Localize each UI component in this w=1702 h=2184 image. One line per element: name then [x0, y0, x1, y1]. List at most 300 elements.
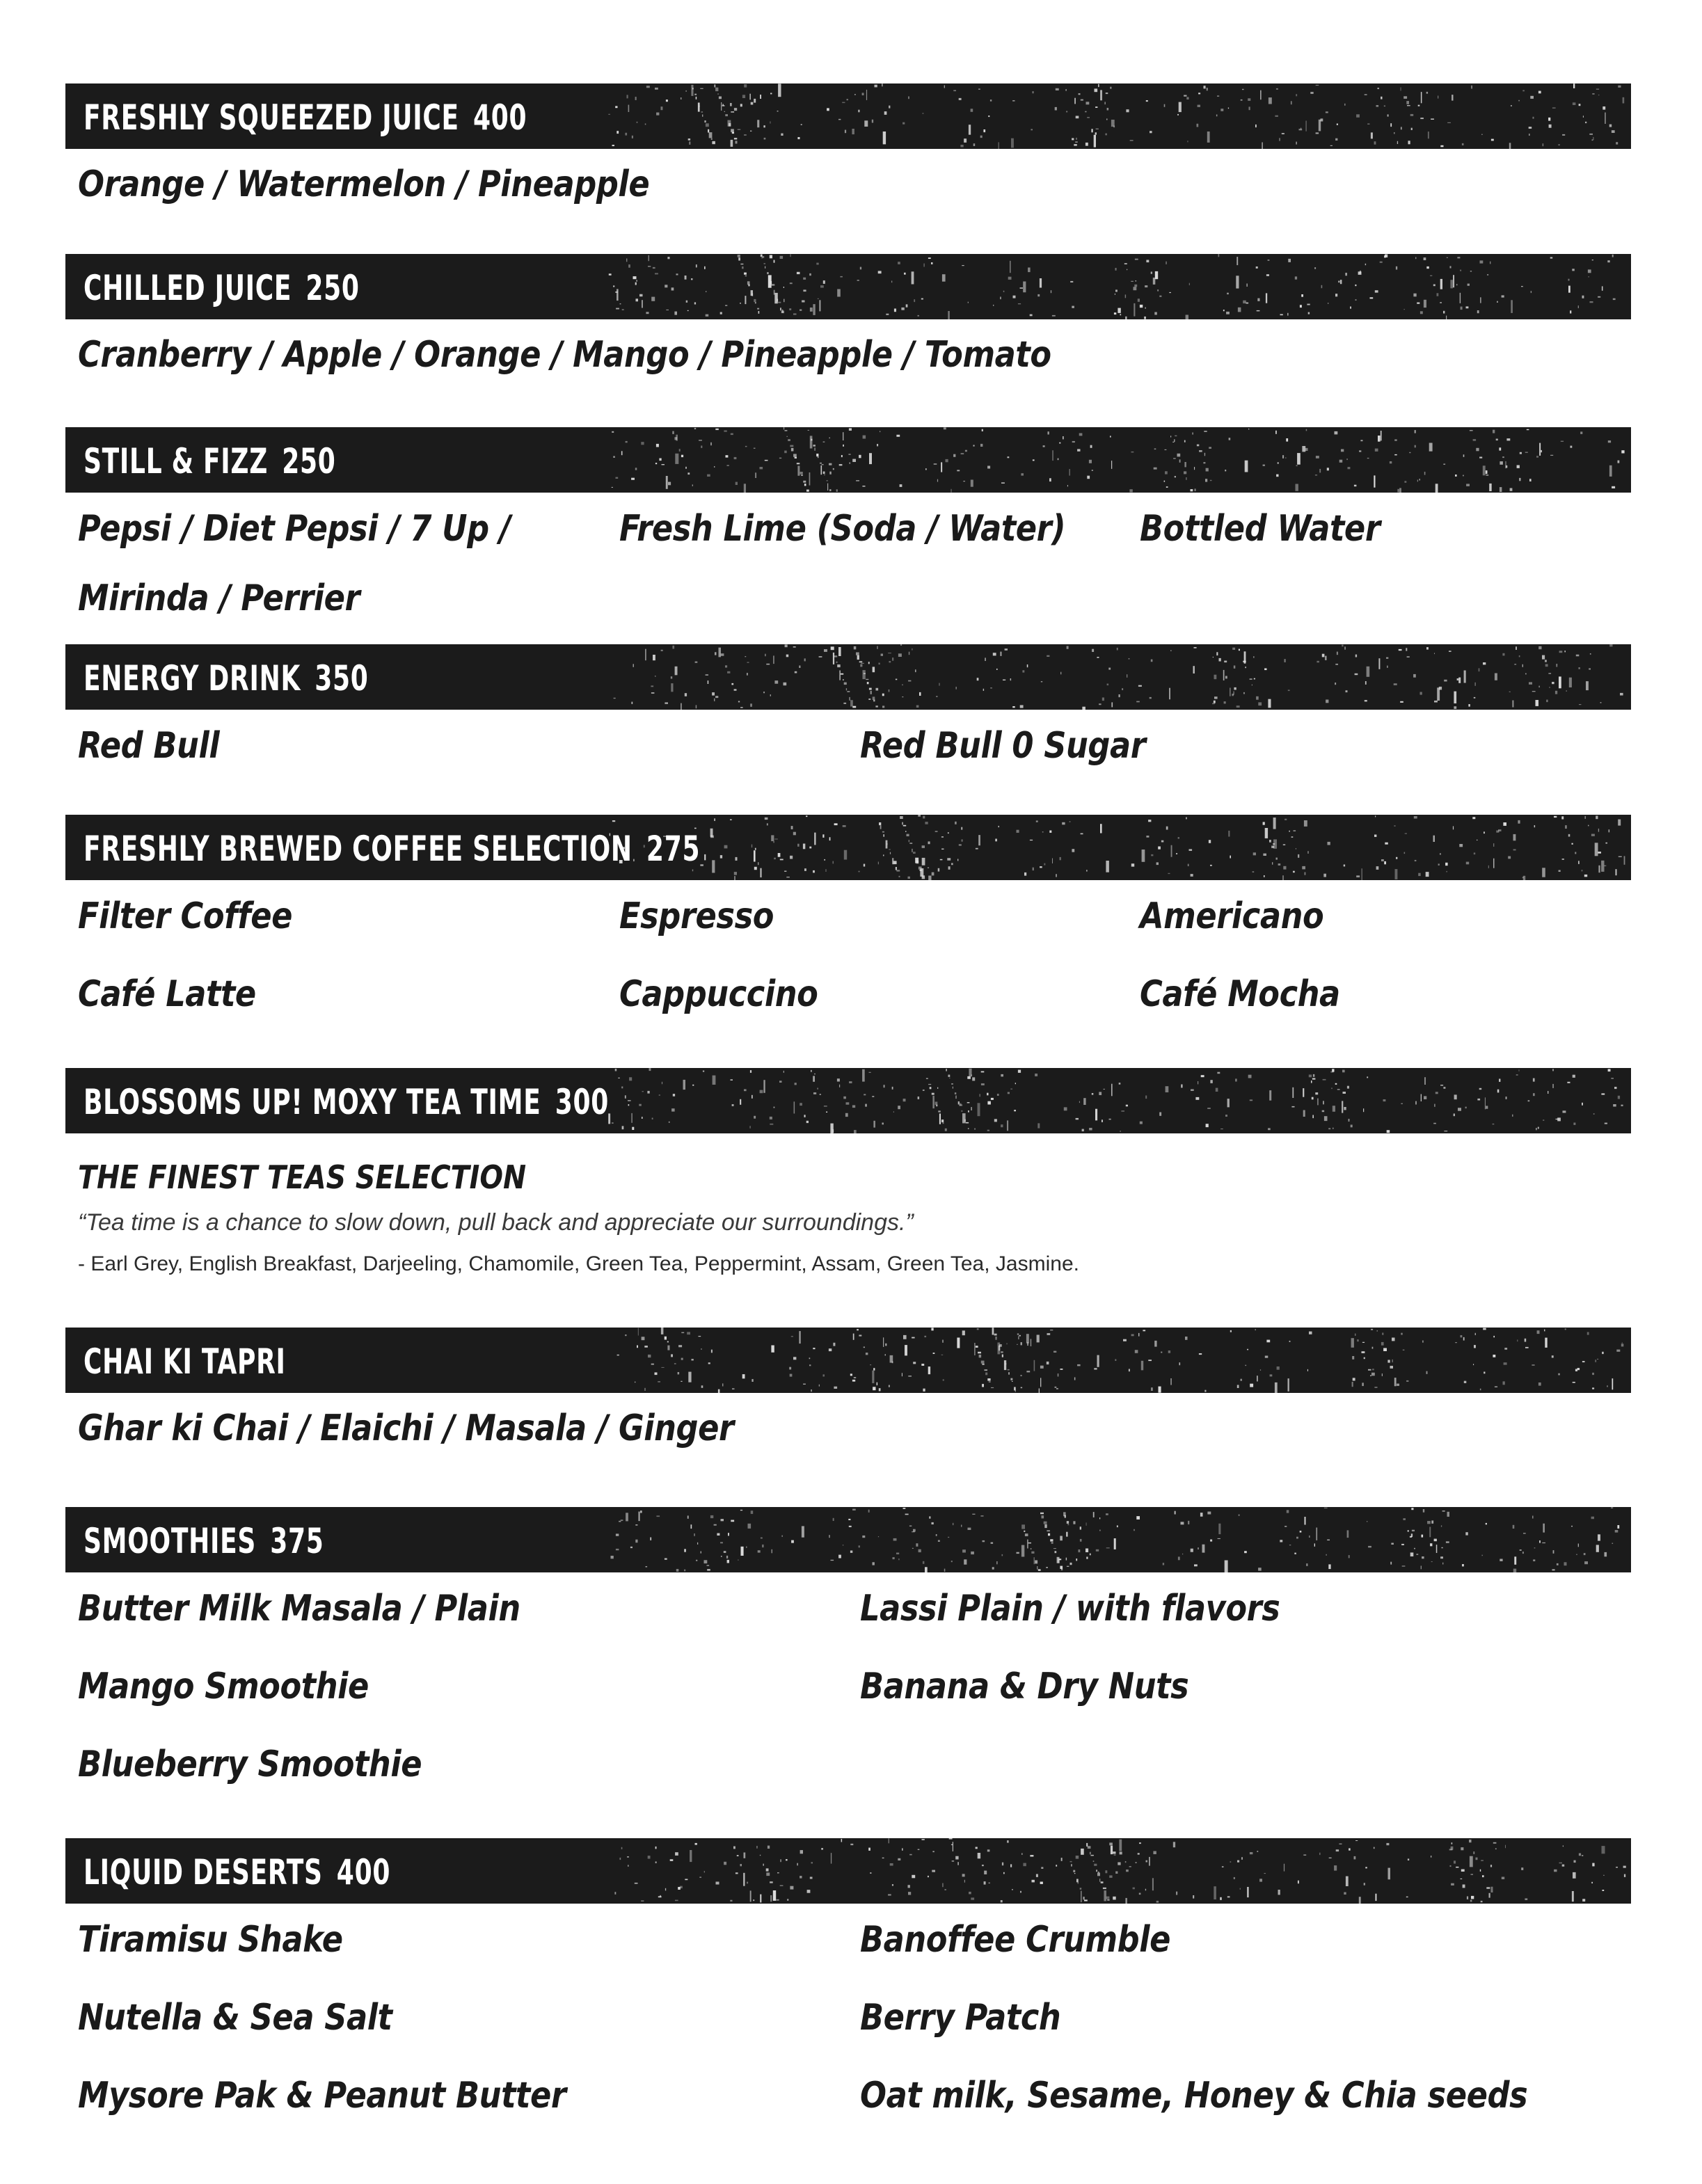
texture-speck	[854, 646, 857, 650]
texture-speck	[932, 1096, 934, 1108]
texture-speck	[1382, 1373, 1383, 1376]
texture-speck	[1179, 1362, 1181, 1365]
texture-speck	[1225, 470, 1226, 471]
texture-speck	[1040, 1366, 1044, 1369]
texture-speck	[946, 1069, 947, 1071]
texture-speck	[833, 653, 834, 664]
texture-speck	[1345, 273, 1347, 276]
texture-speck	[1484, 1372, 1485, 1374]
texture-speck	[1134, 1529, 1135, 1531]
texture-speck	[1105, 102, 1106, 104]
texture-speck	[890, 852, 891, 854]
texture-speck	[1470, 271, 1472, 272]
texture-speck	[1277, 1366, 1280, 1370]
texture-speck	[1559, 676, 1561, 688]
still-fizz-col3: Bottled Water	[1140, 508, 1381, 550]
texture-speck	[645, 124, 646, 125]
texture-speck	[1584, 1561, 1588, 1564]
texture-speck	[1505, 1845, 1506, 1849]
texture-speck	[1186, 97, 1188, 99]
texture-speck	[1013, 296, 1016, 298]
texture-speck	[1247, 1887, 1248, 1897]
texture-speck	[1296, 142, 1297, 145]
texture-speck	[1503, 1381, 1505, 1385]
section-title: CHILLED JUICE	[83, 268, 292, 308]
texture-speck	[1454, 1860, 1456, 1863]
texture-speck	[893, 1112, 894, 1113]
texture-speck	[1592, 93, 1594, 95]
texture-speck	[928, 876, 931, 881]
texture-speck	[653, 267, 655, 269]
texture-speck	[961, 827, 962, 830]
texture-speck	[764, 263, 766, 264]
texture-speck	[1088, 1846, 1091, 1849]
texture-speck	[1136, 1516, 1140, 1520]
texture-speck	[713, 1076, 716, 1085]
texture-speck	[614, 698, 616, 699]
texture-speck	[747, 673, 748, 676]
texture-speck	[859, 1335, 861, 1337]
texture-speck	[745, 446, 747, 447]
texture-speck	[1426, 92, 1428, 94]
texture-speck	[1083, 1897, 1085, 1899]
texture-speck	[969, 1892, 971, 1895]
texture-speck	[629, 1077, 632, 1081]
texture-speck	[1401, 1544, 1404, 1545]
smoothie-item: Lassi Plain / with flavors	[860, 1588, 1280, 1629]
texture-speck	[743, 1873, 745, 1886]
texture-speck	[846, 1102, 850, 1104]
texture-speck	[1067, 485, 1068, 486]
texture-speck	[658, 1896, 662, 1897]
texture-speck	[1135, 280, 1136, 281]
texture-speck	[1033, 91, 1034, 93]
texture-speck	[1521, 286, 1523, 287]
texture-speck	[1207, 88, 1208, 90]
texture-speck	[1059, 443, 1060, 444]
texture-speck	[1036, 1874, 1038, 1877]
texture-speck	[1521, 1867, 1523, 1870]
texture-speck	[1099, 1092, 1101, 1095]
texture-speck	[807, 1890, 811, 1893]
texture-speck	[1461, 1870, 1465, 1872]
texture-speck	[974, 1129, 975, 1130]
texture-speck	[1268, 260, 1270, 261]
texture-speck	[937, 1087, 938, 1089]
texture-speck	[612, 1122, 614, 1124]
texture-speck	[747, 662, 749, 663]
texture-speck	[1490, 1865, 1492, 1867]
texture-speck	[841, 673, 843, 675]
texture-speck	[1260, 1370, 1261, 1371]
texture-speck	[1333, 1106, 1335, 1112]
texture-speck	[1099, 1517, 1100, 1519]
texture-speck	[994, 1119, 997, 1122]
texture-speck	[1420, 311, 1423, 314]
tea-quote: “Tea time is a chance to slow down, pull back and appreciate our surroundings.”	[78, 1209, 914, 1236]
texture-speck	[1582, 1855, 1583, 1856]
section-price: 300	[555, 1082, 609, 1122]
texture-speck	[784, 871, 786, 872]
texture-speck	[1114, 312, 1116, 314]
texture-speck	[1046, 1567, 1048, 1568]
texture-speck	[1078, 1882, 1079, 1884]
texture-speck	[628, 105, 630, 112]
texture-speck	[770, 1895, 772, 1902]
texture-speck	[1422, 1535, 1424, 1538]
texture-speck	[804, 484, 806, 486]
texture-speck	[1209, 840, 1211, 843]
texture-speck	[1517, 465, 1520, 468]
texture-speck	[1523, 876, 1525, 880]
texture-speck	[1106, 1513, 1108, 1515]
texture-speck	[676, 1569, 679, 1572]
texture-speck	[990, 99, 992, 102]
texture-speck	[666, 476, 668, 489]
texture-speck	[1611, 1507, 1613, 1508]
texture-speck	[821, 465, 822, 475]
texture-speck	[913, 1362, 916, 1364]
texture-speck	[1394, 1378, 1397, 1386]
texture-speck	[962, 1330, 965, 1335]
smoothie-item: Blueberry Smoothie	[78, 1744, 422, 1785]
texture-speck	[1295, 276, 1297, 279]
texture-speck	[896, 679, 897, 680]
texture-speck	[760, 868, 761, 877]
texture-speck	[1440, 279, 1442, 289]
texture-speck	[1337, 124, 1338, 125]
texture-speck	[1385, 843, 1388, 845]
texture-speck	[732, 132, 734, 134]
texture-speck	[706, 314, 709, 317]
texture-speck	[770, 1881, 773, 1883]
texture-speck	[661, 1328, 664, 1334]
texture-speck	[799, 666, 800, 669]
texture-speck	[1493, 843, 1494, 847]
texture-speck	[912, 1548, 914, 1549]
texture-speck	[1044, 1524, 1047, 1528]
texture-speck	[1040, 278, 1042, 288]
texture-speck	[1516, 646, 1517, 650]
texture-speck	[717, 1533, 719, 1536]
texture-speck	[1536, 1128, 1537, 1130]
texture-speck	[1426, 266, 1429, 269]
texture-speck	[983, 1540, 985, 1542]
texture-speck	[1607, 1385, 1608, 1387]
texture-speck	[1021, 1853, 1022, 1855]
texture-speck	[922, 845, 925, 848]
texture-speck	[1053, 1351, 1056, 1353]
texture-speck	[760, 95, 761, 99]
texture-speck	[842, 102, 845, 104]
texture-speck	[1236, 276, 1239, 288]
texture-speck	[1291, 836, 1294, 838]
texture-speck	[806, 490, 809, 492]
texture-speck	[928, 841, 930, 844]
texture-speck	[888, 1894, 891, 1895]
texture-speck	[787, 436, 788, 437]
texture-speck	[777, 1899, 779, 1901]
texture-speck	[635, 1883, 638, 1884]
texture-speck	[1131, 452, 1134, 453]
texture-speck	[962, 1549, 966, 1552]
texture-speck	[1609, 465, 1612, 477]
texture-speck	[1052, 450, 1053, 461]
texture-speck	[971, 109, 973, 112]
texture-speck	[756, 1846, 758, 1849]
texture-speck	[1529, 479, 1532, 481]
texture-speck	[968, 1128, 969, 1129]
texture-speck	[687, 472, 690, 475]
texture-speck	[1080, 1527, 1081, 1529]
texture-speck	[1440, 1556, 1443, 1559]
texture-speck	[964, 1559, 967, 1564]
texture-speck	[1173, 458, 1176, 459]
texture-speck	[770, 694, 771, 696]
texture-speck	[1055, 1551, 1057, 1553]
texture-speck	[1001, 1351, 1003, 1353]
texture-speck	[751, 1511, 754, 1514]
texture-speck	[1332, 1069, 1334, 1071]
texture-speck	[873, 667, 875, 672]
texture-speck	[1313, 1074, 1314, 1077]
texture-speck	[1204, 1390, 1206, 1392]
texture-speck	[1406, 101, 1409, 104]
texture-speck	[912, 271, 914, 284]
texture-speck	[1034, 1557, 1035, 1564]
texture-speck	[824, 649, 827, 652]
texture-speck	[1145, 1096, 1147, 1099]
texture-speck	[1309, 1536, 1310, 1538]
texture-speck	[640, 1511, 642, 1513]
texture-speck	[725, 114, 728, 116]
texture-speck	[1414, 816, 1417, 819]
texture-speck	[1358, 271, 1362, 275]
texture-speck	[903, 1099, 906, 1101]
texture-speck	[724, 1551, 726, 1553]
texture-speck	[1346, 690, 1348, 692]
texture-speck	[635, 468, 637, 470]
texture-speck	[1210, 865, 1212, 866]
texture-speck	[1153, 278, 1156, 285]
texture-speck	[1095, 106, 1097, 108]
texture-speck	[1020, 705, 1024, 708]
texture-speck	[1115, 1359, 1116, 1361]
texture-speck	[1597, 1359, 1598, 1360]
texture-speck	[644, 1346, 648, 1348]
texture-speck	[1080, 1888, 1082, 1890]
texture-speck	[734, 138, 737, 139]
texture-speck	[1407, 105, 1410, 106]
texture-speck	[1424, 472, 1426, 475]
texture-speck	[1576, 655, 1580, 657]
texture-speck	[840, 276, 843, 278]
texture-speck	[1021, 1524, 1025, 1529]
coffee-item: Espresso	[619, 895, 774, 937]
texture-speck	[1591, 1882, 1593, 1883]
liquid-desert-item: Mysore Pak & Peanut Butter	[78, 2075, 566, 2117]
texture-speck	[1291, 101, 1292, 104]
texture-speck	[1334, 1865, 1337, 1871]
texture-speck	[1349, 1848, 1351, 1850]
texture-speck	[1109, 1875, 1112, 1878]
texture-speck	[1003, 1872, 1005, 1874]
texture-speck	[980, 1515, 983, 1516]
texture-speck	[1518, 820, 1520, 824]
texture-speck	[1391, 1543, 1394, 1545]
texture-speck	[843, 1097, 846, 1099]
texture-speck	[1159, 1387, 1161, 1393]
texture-speck	[1191, 1089, 1194, 1091]
texture-speck	[1378, 436, 1381, 442]
texture-speck	[1299, 129, 1303, 130]
texture-speck	[1043, 445, 1045, 447]
texture-speck	[1573, 83, 1575, 88]
texture-speck	[1145, 308, 1146, 309]
texture-speck	[1458, 1108, 1461, 1111]
texture-speck	[898, 1858, 900, 1860]
texture-speck	[1411, 1508, 1413, 1510]
texture-speck	[1564, 1562, 1567, 1565]
texture-speck	[715, 696, 718, 698]
texture-speck	[1445, 863, 1448, 866]
texture-speck	[1114, 1855, 1116, 1856]
texture-speck	[621, 1087, 623, 1089]
texture-speck	[1297, 453, 1301, 465]
texture-speck	[1105, 134, 1107, 136]
texture-speck	[932, 872, 934, 876]
texture-speck	[1001, 483, 1005, 484]
still-fizz-col1-line1: Pepsi / Diet Pepsi / 7 Up /	[78, 508, 511, 550]
texture-speck	[968, 1528, 971, 1530]
texture-speck	[879, 1388, 881, 1391]
texture-speck	[631, 1113, 632, 1123]
texture-speck	[1097, 1873, 1100, 1876]
texture-speck	[1486, 1887, 1490, 1889]
texture-speck	[1344, 104, 1345, 106]
texture-speck	[793, 1357, 796, 1360]
section-header-still-fizz	[65, 427, 1631, 493]
tea-list: - Earl Grey, English Breakfast, Darjeeling, Chamomile, Green Tea, Peppermint, Assam, Green Tea, Jasmine.	[78, 1252, 1079, 1275]
texture-speck	[1252, 871, 1255, 872]
texture-speck	[1519, 1069, 1520, 1071]
texture-speck	[675, 1900, 678, 1902]
texture-speck	[893, 1557, 895, 1559]
texture-speck	[841, 455, 843, 457]
texture-speck	[710, 836, 714, 838]
texture-speck	[813, 1092, 816, 1094]
texture-speck	[922, 858, 925, 866]
texture-speck	[852, 1105, 855, 1108]
texture-speck	[880, 825, 882, 829]
texture-speck	[1435, 1092, 1438, 1094]
texture-speck	[1613, 1104, 1616, 1107]
texture-speck	[1015, 1083, 1016, 1084]
texture-speck	[1337, 1089, 1340, 1090]
texture-speck	[1359, 1897, 1361, 1904]
texture-speck	[1525, 1347, 1529, 1348]
texture-speck	[628, 1104, 630, 1106]
texture-speck	[1146, 100, 1148, 102]
texture-speck	[1614, 1087, 1617, 1089]
texture-speck	[712, 141, 715, 144]
texture-speck	[1210, 480, 1212, 481]
texture-speck	[1600, 702, 1602, 703]
texture-speck	[1025, 1533, 1028, 1536]
texture-speck	[1397, 141, 1398, 144]
texture-speck	[1545, 660, 1547, 662]
texture-speck	[1000, 297, 1001, 300]
texture-speck	[1396, 266, 1397, 270]
texture-speck	[1047, 1530, 1050, 1531]
texture-speck	[1125, 294, 1126, 298]
texture-speck	[675, 667, 678, 676]
texture-speck	[1344, 865, 1345, 867]
texture-speck	[985, 1373, 987, 1376]
texture-speck	[1612, 486, 1615, 488]
texture-speck	[1094, 1368, 1097, 1369]
texture-speck	[1470, 1900, 1472, 1902]
texture-speck	[1621, 1344, 1624, 1346]
texture-speck	[1110, 436, 1111, 437]
texture-speck	[902, 122, 905, 125]
texture-speck	[1197, 124, 1199, 127]
texture-speck	[1177, 114, 1179, 115]
texture-speck	[1166, 262, 1167, 264]
texture-speck	[720, 1542, 723, 1543]
texture-speck	[655, 273, 658, 274]
texture-speck	[1354, 1856, 1356, 1860]
texture-speck	[797, 844, 800, 847]
texture-speck	[829, 472, 832, 475]
texture-speck	[889, 849, 891, 850]
texture-speck	[1141, 1361, 1143, 1371]
texture-speck	[746, 1547, 747, 1548]
texture-speck	[773, 655, 774, 664]
texture-speck	[1455, 475, 1457, 477]
texture-speck	[1404, 852, 1406, 854]
texture-speck	[703, 1071, 704, 1072]
texture-speck	[1038, 1569, 1041, 1571]
texture-speck	[648, 1355, 651, 1357]
texture-speck	[684, 1570, 685, 1572]
texture-speck	[731, 433, 733, 436]
texture-speck	[748, 1524, 751, 1529]
texture-speck	[852, 129, 854, 134]
texture-speck	[1477, 1099, 1480, 1101]
texture-speck	[1125, 1861, 1127, 1863]
texture-speck	[1114, 1538, 1116, 1549]
texture-speck	[1184, 95, 1186, 97]
texture-speck	[923, 816, 925, 819]
section-header-chilled-juice	[65, 254, 1631, 319]
texture-speck	[1011, 138, 1014, 148]
texture-speck	[1007, 1840, 1008, 1843]
texture-speck	[1125, 317, 1127, 319]
texture-speck	[900, 484, 902, 487]
texture-speck	[1595, 843, 1598, 856]
texture-speck	[1390, 123, 1392, 127]
texture-speck	[1055, 107, 1057, 111]
texture-speck	[715, 84, 716, 87]
texture-speck	[1266, 293, 1267, 303]
texture-speck	[1023, 1863, 1026, 1867]
texture-speck	[1111, 461, 1112, 469]
texture-speck	[724, 111, 725, 112]
texture-speck	[921, 1364, 924, 1366]
texture-speck	[1491, 139, 1494, 141]
texture-speck	[1255, 1329, 1256, 1330]
